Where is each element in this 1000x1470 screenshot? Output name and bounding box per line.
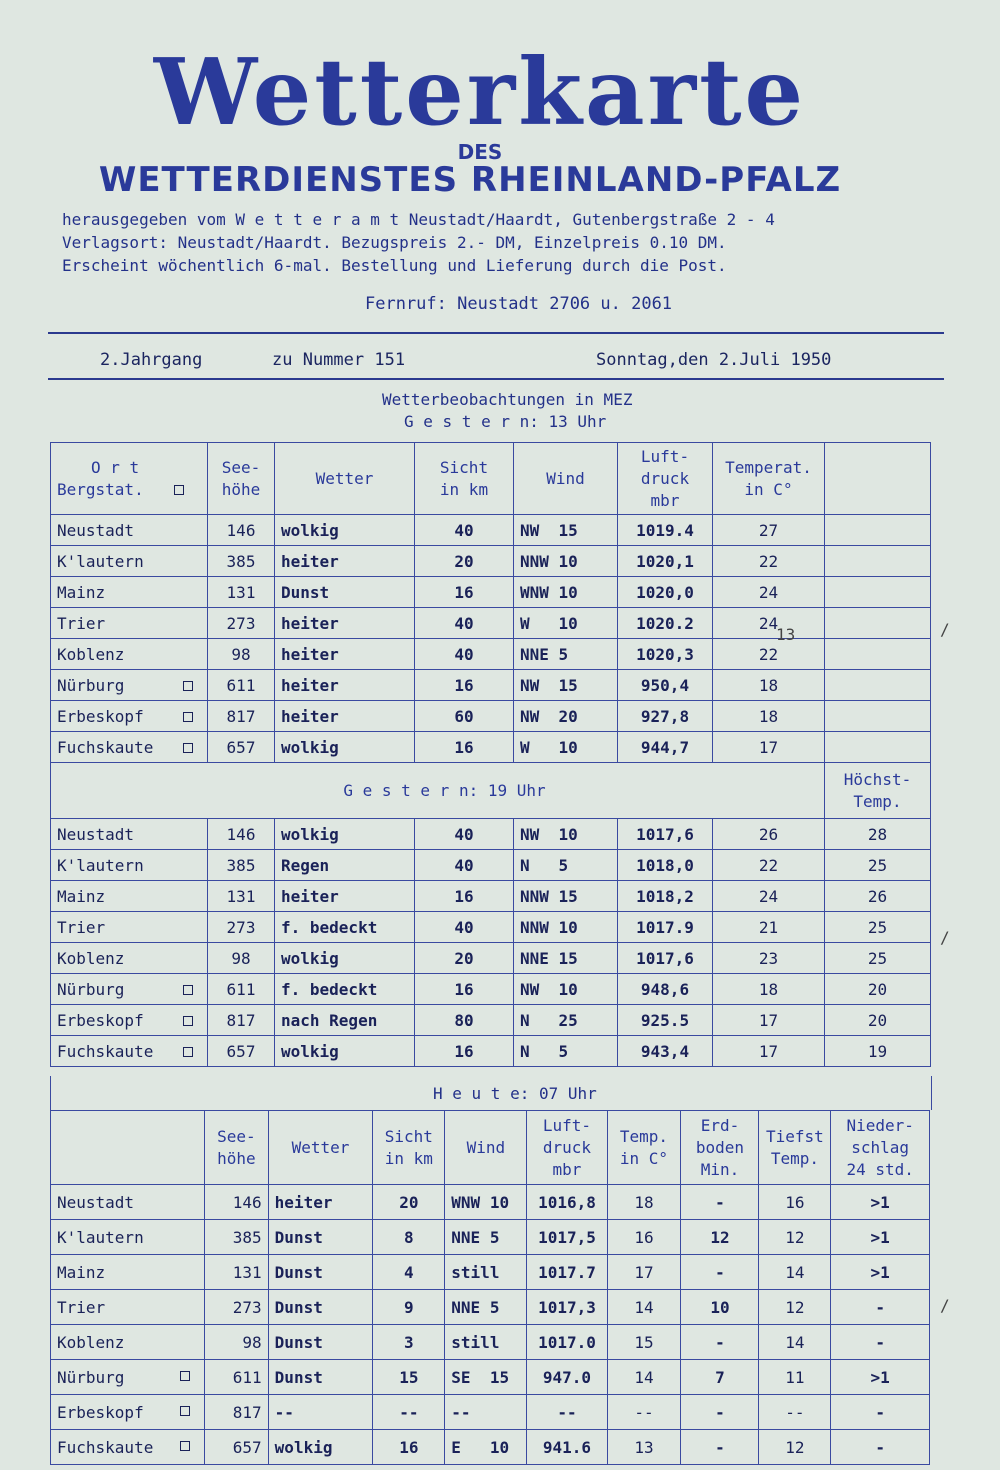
sicht-cell: 20 (415, 943, 514, 974)
hoechst-temp-cell: 20 (825, 1005, 931, 1036)
station-name: Nürburg (51, 670, 208, 701)
table-row (51, 1395, 930, 1430)
station-name: Neustadt (51, 819, 208, 850)
today-header-row (51, 1111, 930, 1185)
tiefst-cell: -- (759, 1395, 831, 1430)
niederschlag-cell: - (831, 1430, 930, 1465)
luftdruck-cell: 948,6 (618, 974, 713, 1005)
seehoehe-cell: 817 (208, 1005, 275, 1036)
header-ort-label: O r t (91, 457, 140, 477)
sicht-cell: 60 (415, 701, 514, 732)
erdboden-cell: - (681, 1185, 759, 1220)
seehoehe-cell: 131 (208, 577, 275, 608)
niederschlag-cell: - (831, 1325, 930, 1360)
mountain-station-symbol (180, 1406, 190, 1416)
temperatur-cell: 27 (713, 515, 825, 546)
tiefst-cell: 12 (759, 1430, 831, 1465)
temperatur-cell: 22 (713, 546, 825, 577)
wetter-cell: heiter (275, 701, 415, 732)
luftdruck-cell: 927,8 (618, 701, 713, 732)
empty-cell (825, 732, 931, 763)
handwritten-note: 13 (776, 625, 796, 644)
issue-number: zu Nummer 151 (272, 350, 406, 370)
station-name: Koblenz (51, 943, 208, 974)
wetter-cell: -- (268, 1395, 373, 1430)
station-name: Neustadt (51, 1185, 205, 1220)
niederschlag-cell: >1 (831, 1220, 930, 1255)
sicht-cell: 40 (415, 608, 514, 639)
luftdruck-cell: 944,7 (618, 732, 713, 763)
erdboden-cell: 10 (681, 1290, 759, 1325)
table-row (51, 701, 931, 732)
section2-header-row (51, 763, 931, 819)
table-row (51, 732, 931, 763)
wetter-cell: wolkig (268, 1430, 373, 1465)
check-mark: / (940, 620, 950, 639)
wind-cell: E 10 (445, 1430, 527, 1465)
seehoehe-cell: 146 (208, 515, 275, 546)
phone-line: Fernruf: Neustadt 2706 u. 2061 (365, 294, 673, 314)
luftdruck-cell: 1017,6 (618, 819, 713, 850)
tiefst-cell: 14 (759, 1325, 831, 1360)
seehoehe-cell: 273 (208, 608, 275, 639)
seehoehe-cell: 131 (208, 881, 275, 912)
mountain-station-symbol (180, 1371, 190, 1381)
temperatur-cell: 24 (713, 608, 825, 639)
sicht-cell: 16 (415, 1036, 514, 1067)
masthead-des: DES (457, 140, 503, 164)
today-header-wind: Wind (445, 1111, 527, 1185)
table-row (51, 819, 931, 850)
erdboden-cell: - (681, 1325, 759, 1360)
wind-cell: NNE 15 (514, 943, 618, 974)
station-name: Erbeskopf (51, 1005, 208, 1036)
temperatur-cell: 24 (713, 577, 825, 608)
tiefst-cell: 16 (759, 1185, 831, 1220)
empty-cell (825, 670, 931, 701)
erdboden-cell: - (681, 1395, 759, 1430)
table-header-row (51, 443, 931, 515)
today-header-niederschlag: Nieder- schlag 24 std. (831, 1111, 930, 1185)
hoechst-temp-cell: 25 (825, 850, 931, 881)
wind-cell: NW 20 (514, 701, 618, 732)
wetter-cell: wolkig (275, 732, 415, 763)
niederschlag-cell: >1 (831, 1185, 930, 1220)
table-row (51, 515, 931, 546)
wind-cell: SE 15 (445, 1360, 527, 1395)
table-row (51, 1220, 930, 1255)
station-name: Nürburg (51, 1360, 205, 1395)
seehoehe-cell: 146 (205, 1185, 269, 1220)
hoechst-temp-cell: 25 (825, 912, 931, 943)
table-row (51, 546, 931, 577)
luftdruck-cell: 925.5 (618, 1005, 713, 1036)
hoechst-temp-cell: 19 (825, 1036, 931, 1067)
station-name: Erbeskopf (51, 1395, 205, 1430)
wind-cell: W 10 (514, 732, 618, 763)
table-row (51, 608, 931, 639)
table-row (51, 881, 931, 912)
wind-cell: NW 15 (514, 670, 618, 701)
wind-cell: -- (445, 1395, 527, 1430)
wetter-cell: nach Regen (275, 1005, 415, 1036)
seehoehe-cell: 817 (208, 701, 275, 732)
station-name: Mainz (51, 577, 208, 608)
empty-cell (825, 639, 931, 670)
seehoehe-cell: 98 (208, 639, 275, 670)
section3-caption-row (50, 1076, 932, 1110)
temperatur-cell: 26 (713, 819, 825, 850)
table-row (51, 670, 931, 701)
mountain-station-symbol (183, 681, 193, 691)
mountain-station-symbol (174, 485, 184, 495)
station-name: Koblenz (51, 639, 208, 670)
wetter-cell: wolkig (275, 943, 415, 974)
table-row (51, 850, 931, 881)
luftdruck-cell: 1017.0 (527, 1325, 607, 1360)
wetter-cell: heiter (275, 639, 415, 670)
station-name: K'lautern (51, 850, 208, 881)
wind-cell: NW 10 (514, 974, 618, 1005)
sicht-cell: 9 (373, 1290, 445, 1325)
observations-today-table (50, 1110, 930, 1465)
header-temperatur: Temperat. in C° (713, 443, 825, 515)
wind-cell: NW 10 (514, 819, 618, 850)
today-header-wetter: Wetter (268, 1111, 373, 1185)
header-hoechst-temp: Höchst- Temp. (825, 763, 931, 819)
luftdruck-cell: 943,4 (618, 1036, 713, 1067)
temperatur-cell: 17 (713, 1036, 825, 1067)
seehoehe-cell: 98 (205, 1325, 269, 1360)
station-name: K'lautern (51, 546, 208, 577)
wetter-cell: Dunst (268, 1360, 373, 1395)
seehoehe-cell: 817 (205, 1395, 269, 1430)
wetter-cell: wolkig (275, 515, 415, 546)
erdboden-cell: 12 (681, 1220, 759, 1255)
temperatur-cell: 22 (713, 850, 825, 881)
station-name: Erbeskopf (51, 701, 208, 732)
wind-cell: N 5 (514, 1036, 618, 1067)
temperatur-cell: 18 (713, 701, 825, 732)
erdboden-cell: - (681, 1255, 759, 1290)
table-row (51, 912, 931, 943)
luftdruck-cell: 1020,3 (618, 639, 713, 670)
niederschlag-cell: - (831, 1395, 930, 1430)
price-line: Verlagsort: Neustadt/Haardt. Bezugspreis 2.- DM, Einzelpreis 0.10 DM. (62, 233, 727, 252)
sicht-cell: 16 (415, 670, 514, 701)
station-name: Fuchskaute (51, 1430, 205, 1465)
masthead-subtitle: WETTERDIENSTES RHEINLAND-PFALZ (98, 160, 842, 200)
luftdruck-cell: 1019.4 (618, 515, 713, 546)
wind-cell: NNE 5 (514, 639, 618, 670)
station-name: Mainz (51, 881, 208, 912)
station-name: Koblenz (51, 1325, 205, 1360)
wetter-cell: f. bedeckt (275, 974, 415, 1005)
station-name: Mainz (51, 1255, 205, 1290)
mountain-station-symbol (183, 743, 193, 753)
table-row (51, 1255, 930, 1290)
niederschlag-cell: >1 (831, 1360, 930, 1395)
wind-cell: NNW 15 (514, 881, 618, 912)
sicht-cell: 40 (415, 639, 514, 670)
luftdruck-cell: 1018,2 (618, 881, 713, 912)
wind-cell: still (445, 1255, 527, 1290)
sicht-cell: -- (373, 1395, 445, 1430)
table-row (51, 1430, 930, 1465)
sicht-cell: 40 (415, 912, 514, 943)
table-row (51, 1185, 930, 1220)
table-row (51, 974, 931, 1005)
sicht-cell: 16 (415, 577, 514, 608)
wind-cell: NNW 10 (514, 546, 618, 577)
luftdruck-cell: 947.0 (527, 1360, 607, 1395)
sicht-cell: 16 (373, 1430, 445, 1465)
temperatur-cell: 24 (713, 881, 825, 912)
wetter-cell: heiter (275, 670, 415, 701)
header-empty (825, 443, 931, 515)
divider-issue (48, 378, 944, 380)
divider-top (48, 332, 944, 334)
today-header-erdboden: Erd- boden Min. (681, 1111, 759, 1185)
station-name: Trier (51, 1290, 205, 1325)
sicht-cell: 80 (415, 1005, 514, 1036)
seehoehe-cell: 146 (208, 819, 275, 850)
tiefst-cell: 11 (759, 1360, 831, 1395)
erdboden-cell: 7 (681, 1360, 759, 1395)
header-bergstat-label: Bergstat. (57, 479, 144, 499)
today-header-seehoehe: See- höhe (205, 1111, 269, 1185)
today-header-tiefst: Tiefst Temp. (759, 1111, 831, 1185)
temp-cell: 16 (607, 1220, 681, 1255)
station-name: Trier (51, 608, 208, 639)
temperatur-cell: 17 (713, 732, 825, 763)
wind-cell: N 25 (514, 1005, 618, 1036)
wind-cell: NW 15 (514, 515, 618, 546)
seehoehe-cell: 657 (208, 732, 275, 763)
temperatur-cell: 23 (713, 943, 825, 974)
luftdruck-cell: 1017.7 (527, 1255, 607, 1290)
mountain-station-symbol (183, 1016, 193, 1026)
wind-cell: WNW 10 (514, 577, 618, 608)
seehoehe-cell: 273 (205, 1290, 269, 1325)
sicht-cell: 40 (415, 850, 514, 881)
header-sicht: Sicht in km (415, 443, 514, 515)
wetter-cell: Dunst (275, 577, 415, 608)
sicht-cell: 8 (373, 1220, 445, 1255)
hoechst-temp-cell: 20 (825, 974, 931, 1005)
sicht-cell: 16 (415, 974, 514, 1005)
today-header-temp: Temp. in C° (607, 1111, 681, 1185)
luftdruck-cell: 941.6 (527, 1430, 607, 1465)
temperatur-cell: 17 (713, 1005, 825, 1036)
table-row (51, 639, 931, 670)
temp-cell: 14 (607, 1360, 681, 1395)
seehoehe-cell: 98 (208, 943, 275, 974)
today-header-luftdruck: Luft- druck mbr (527, 1111, 607, 1185)
header-wind: Wind (514, 443, 618, 515)
wetter-cell: wolkig (275, 1036, 415, 1067)
section2-caption: G e s t e r n: 19 Uhr (51, 763, 825, 819)
station-name: Fuchskaute (51, 732, 208, 763)
table-row (51, 577, 931, 608)
empty-cell (825, 701, 931, 732)
temp-cell: 13 (607, 1430, 681, 1465)
hoechst-temp-cell: 25 (825, 943, 931, 974)
header-ort (51, 443, 208, 515)
check-mark: / (940, 928, 950, 947)
wetter-cell: Dunst (268, 1290, 373, 1325)
station-name: K'lautern (51, 1220, 205, 1255)
mountain-station-symbol (180, 1441, 190, 1451)
luftdruck-cell: -- (527, 1395, 607, 1430)
wind-cell: W 10 (514, 608, 618, 639)
wetter-cell: heiter (275, 546, 415, 577)
sicht-cell: 15 (373, 1360, 445, 1395)
masthead-title: Wetterkarte (153, 38, 807, 146)
seehoehe-cell: 385 (208, 546, 275, 577)
seehoehe-cell: 611 (208, 974, 275, 1005)
luftdruck-cell: 1017,3 (527, 1290, 607, 1325)
sicht-cell: 16 (415, 732, 514, 763)
today-header-sicht: Sicht in km (373, 1111, 445, 1185)
luftdruck-cell: 1020,1 (618, 546, 713, 577)
wind-cell: N 5 (514, 850, 618, 881)
wetter-cell: heiter (268, 1185, 373, 1220)
empty-cell (825, 577, 931, 608)
mountain-station-symbol (183, 1047, 193, 1057)
station-name: Fuchskaute (51, 1036, 208, 1067)
seehoehe-cell: 385 (205, 1220, 269, 1255)
sicht-cell: 20 (415, 546, 514, 577)
delivery-line: Erscheint wöchentlich 6-mal. Bestellung und Lieferung durch die Post. (62, 256, 727, 275)
temp-cell: -- (607, 1395, 681, 1430)
mountain-station-symbol (183, 985, 193, 995)
wind-cell: NNE 5 (445, 1220, 527, 1255)
seehoehe-cell: 611 (208, 670, 275, 701)
sicht-cell: 16 (415, 881, 514, 912)
station-name: Nürburg (51, 974, 208, 1005)
hoechst-temp-cell: 26 (825, 881, 931, 912)
issue-date: Sonntag,den 2.Juli 1950 (596, 350, 832, 370)
section3-caption: H e u t e: 07 Uhr (433, 1084, 597, 1103)
wind-cell: still (445, 1325, 527, 1360)
temperatur-cell: 21 (713, 912, 825, 943)
luftdruck-cell: 1020.2 (618, 608, 713, 639)
seehoehe-cell: 657 (205, 1430, 269, 1465)
temp-cell: 15 (607, 1325, 681, 1360)
table-row (51, 1290, 930, 1325)
check-mark: / (940, 1296, 950, 1315)
section1-caption: Wetterbeobachtungen in MEZ (382, 390, 633, 409)
header-luftdruck: Luft- druck mbr (618, 443, 713, 515)
temp-cell: 18 (607, 1185, 681, 1220)
empty-cell (825, 515, 931, 546)
wetter-cell: heiter (275, 881, 415, 912)
header-wetter: Wetter (275, 443, 415, 515)
wetter-cell: Regen (275, 850, 415, 881)
tiefst-cell: 12 (759, 1220, 831, 1255)
luftdruck-cell: 1020,0 (618, 577, 713, 608)
issue-year: 2.Jahrgang (100, 350, 203, 370)
sicht-cell: 4 (373, 1255, 445, 1290)
temperatur-cell: 22 (713, 639, 825, 670)
wetter-cell: Dunst (268, 1255, 373, 1290)
seehoehe-cell: 273 (208, 912, 275, 943)
temp-cell: 17 (607, 1255, 681, 1290)
luftdruck-cell: 1017,5 (527, 1220, 607, 1255)
tiefst-cell: 14 (759, 1255, 831, 1290)
luftdruck-cell: 1016,8 (527, 1185, 607, 1220)
wind-cell: NNE 5 (445, 1290, 527, 1325)
station-name: Neustadt (51, 515, 208, 546)
empty-cell (825, 546, 931, 577)
mountain-station-symbol (183, 712, 193, 722)
tiefst-cell: 12 (759, 1290, 831, 1325)
today-header-ort (51, 1111, 205, 1185)
seehoehe-cell: 657 (208, 1036, 275, 1067)
hoechst-temp-cell: 28 (825, 819, 931, 850)
luftdruck-cell: 1018,0 (618, 850, 713, 881)
luftdruck-cell: 1017,6 (618, 943, 713, 974)
table-row (51, 1360, 930, 1395)
erdboden-cell: - (681, 1430, 759, 1465)
publisher-line: herausgegeben vom W e t t e r a m t Neustadt/Haardt, Gutenbergstraße 2 - 4 (62, 210, 775, 229)
wind-cell: WNW 10 (445, 1185, 527, 1220)
wetter-cell: Dunst (268, 1220, 373, 1255)
sicht-cell: 40 (415, 819, 514, 850)
seehoehe-cell: 385 (208, 850, 275, 881)
wind-cell: NNW 10 (514, 912, 618, 943)
luftdruck-cell: 950,4 (618, 670, 713, 701)
table-row (51, 1325, 930, 1360)
sicht-cell: 40 (415, 515, 514, 546)
temperatur-cell: 18 (713, 670, 825, 701)
wetter-cell: heiter (275, 608, 415, 639)
table-row (51, 1036, 931, 1067)
luftdruck-cell: 1017.9 (618, 912, 713, 943)
temp-cell: 14 (607, 1290, 681, 1325)
table-row (51, 1005, 931, 1036)
seehoehe-cell: 611 (205, 1360, 269, 1395)
sicht-cell: 20 (373, 1185, 445, 1220)
wetter-cell: f. bedeckt (275, 912, 415, 943)
header-seehoehe: See- höhe (208, 443, 275, 515)
sicht-cell: 3 (373, 1325, 445, 1360)
niederschlag-cell: >1 (831, 1255, 930, 1290)
table-row (51, 943, 931, 974)
station-name: Trier (51, 912, 208, 943)
section1-time: G e s t e r n: 13 Uhr (404, 412, 607, 431)
temperatur-cell: 18 (713, 974, 825, 1005)
empty-cell (825, 608, 931, 639)
wetter-cell: wolkig (275, 819, 415, 850)
seehoehe-cell: 131 (205, 1255, 269, 1290)
niederschlag-cell: - (831, 1290, 930, 1325)
observations-yesterday-table (50, 442, 931, 1067)
wetter-cell: Dunst (268, 1325, 373, 1360)
